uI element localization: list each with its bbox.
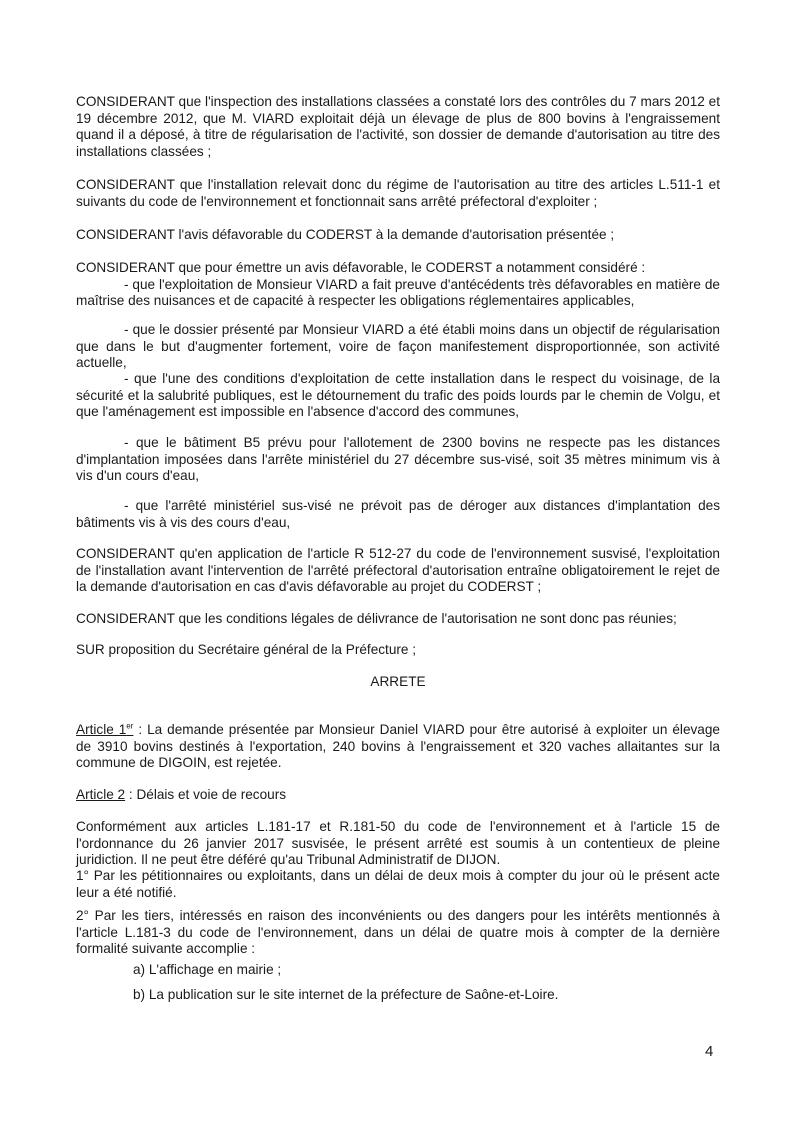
article-2-label: Article 2 [76, 787, 126, 802]
considerant-avis: CONSIDERANT l'avis défavorable du CODERST à la demande d'autorisation présentée ; [76, 227, 615, 242]
considerant-article-r512: CONSIDERANT qu'en application de l'article R 512-27 du code de l'environnement susvisé, l'exploitation de l'installation avant l'intervention de l'arrêté préfectoral d'autorisation entraîne obligatoirement le rejet de la demande d'autorisation en cas d'avis défavorable au projet du CODERST ; [76, 546, 720, 594]
article-2-text: : Délais et voie de recours [125, 787, 287, 802]
coderst-point-trafic: - que l'une des conditions d'exploitation de cette installation dans le respect du voisinage, de la sécurité et la salubrité publiques, est le détournement du trafic des poids lourds par le chemin de Volgu, et que l'aménagement est impossible en l'absence d'accord des communes, [76, 371, 720, 419]
recours-tiers: 2° Par les tiers, intéressés en raison des inconvénients ou des dangers pour les intérêts mentionnés à l'article L.181-3 du code de l'environnement, dans un délai de quatre mois à compter de la dernière formalité suivante accomplie : [76, 908, 720, 956]
considerant-conditions: CONSIDERANT que les conditions légales de délivrance de l'autorisation ne sont donc pas réunies; [76, 611, 677, 626]
considerant-coderst-intro: CONSIDERANT que pour émettre un avis défavorable, le CODERST a notamment considéré : [76, 260, 646, 275]
coderst-point-derogation: - que l'arrêté ministériel sus-visé ne prévoit pas de déroger aux distances d'implantation des bâtiments vis à vis des cours d'eau, [76, 498, 720, 530]
considerant-inspection: CONSIDERANT que l'inspection des installations classées a constaté lors des contrôles du 7 mars 2012 et 19 décembre 2012, que M. VIARD exploitait déjà un élevage de plus de 800 bovins à l'engraissement quand il a déposé, à titre de régularisation de l'activité, son dossier de demande d'autorisation au titre des installations classées ; [76, 94, 720, 159]
coderst-point-batiment: - que le bâtiment B5 prévu pour l'allotement de 2300 bovins ne respecte pas les distances d'implantation imposées dans l'arrête ministériel du 27 décembre sus-visé, soit 35 mètres minimum vis à vis d'un cours d'eau, [76, 435, 720, 483]
conformement-paragraph: Conformément aux articles L.181-17 et R.181-50 du code de l'environnement et à l'article 15 de l'ordonnance du 26 janvier 2017 susvisée, le présent arrêté est soumis à un contentieux de pleine juridiction. Il ne peut être déféré qu'au Tribunal Administratif de DIJON. [76, 819, 720, 867]
page-number: 4 [705, 1043, 714, 1060]
article-2 [76, 787, 720, 804]
considerant-regime: CONSIDERANT que l'installation relevait donc du régime de l'autorisation au titre des articles L.511-1 et suivants du code de l'environnement et fonctionnait sans arrêté préfectoral d'exploiter ; [76, 177, 720, 209]
considerant-coderst [76, 260, 720, 310]
article-1-label: Article 1er [76, 721, 134, 737]
article-1-sup: er [126, 721, 134, 731]
formalite-affichage: a) L'affichage en mairie ; [133, 962, 282, 977]
recours-petitionnaires: 1° Par les pétitionnaires ou exploitants, dans un délai de deux mois à compter du jour où le présent acte leur a été notifié. [76, 868, 720, 900]
coderst-point-regularisation: - que le dossier présenté par Monsieur VIARD a été établi moins dans un objectif de régularisation que dans le but d'augmenter fortement, voire de façon manifestement disproportionnée, son activité actuelle, [76, 322, 720, 370]
article-1 [76, 722, 720, 772]
arrete-heading: ARRETE [370, 674, 426, 689]
coderst-point-antecedents: - que l'exploitation de Monsieur VIARD a fait preuve d'antécédents très défavorables en matière de maîtrise des nuisances et de capacité à respecter les obligations réglementaires applicables, [76, 276, 720, 308]
formalite-publication: b) La publication sur le site internet de la préfecture de Saône-et-Loire. [133, 987, 559, 1002]
article-1-text: : La demande présentée par Monsieur Daniel VIARD pour être autorisé à exploiter un élevage de 3910 bovins destinés à l'exportation, 240 bovins à l'engraissement et 320 vaches allaitantes sur la commune de DIGOIN, est rejetée. [76, 722, 720, 770]
sur-proposition: SUR proposition du Secrétaire général de la Préfecture ; [76, 642, 417, 657]
